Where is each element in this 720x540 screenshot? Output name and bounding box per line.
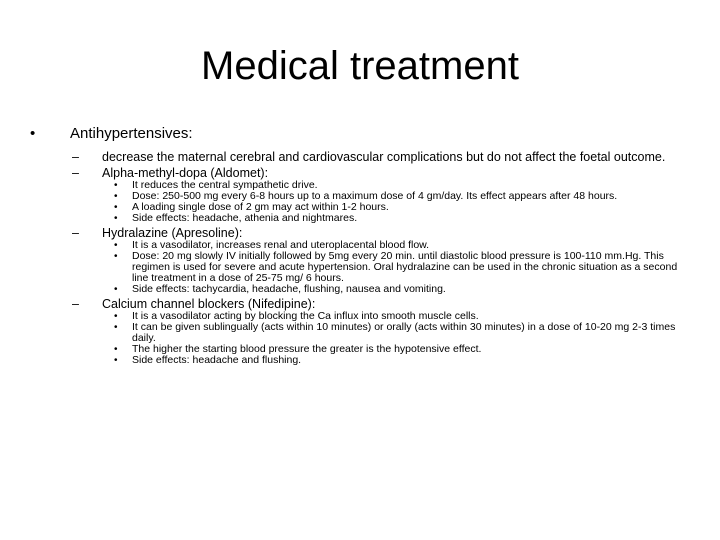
sub-section [30,227,690,295]
sub-list-item [30,202,690,213]
sub-list-item [30,251,690,284]
bullet-icon: • [114,284,118,295]
sub-section [30,298,690,366]
list-item-text: decrease the maternal cerebral and cardiovascular complications but do not affect the foetal outcome. [102,150,666,164]
sub-list-item-text: Side effects: headache and flushing. [132,354,302,366]
sub-list-item [30,322,690,344]
sub-list-item-text: Dose: 250-500 mg every 6-8 hours up to a maximum dose of 4 gm/day. Its effect appears after 48 hours. [132,190,618,202]
bullet-antihypertensives [30,124,690,143]
sub-list-item [30,344,690,355]
list-item [30,167,690,180]
sub-list-item-text: Dose: 20 mg slowly IV initially followed by 5mg every 20 min. until diastolic blood pressure is 100-110 mm.Hg. This regimen is used for severe and acute hypertension. Oral hydralazine can be used in the chronic situation as a second line treatment in a dose of 25-75 mg/ 6 hours. [132,250,678,284]
sub-list-item-text: Side effects: headache, athenia and nightmares. [132,212,358,224]
bullet-icon: • [114,240,118,251]
sub-list-item-text: Side effects: tachycardia, headache, flushing, nausea and vomiting. [132,283,446,295]
sub-list-item-text: It is a vasodilator acting by blocking the Ca influx into smooth muscle cells. [132,310,479,322]
sub-list-item-text: The higher the starting blood pressure the greater is the hypotensive effect. [132,343,482,355]
sub-list-item-text: A loading single dose of 2 gm may act within 1-2 hours. [132,201,389,213]
bullet-icon: • [114,344,118,355]
sub-list-item [30,355,690,366]
sub-list-item-text: It is a vasodilator, increases renal and uteroplacental blood flow. [132,239,430,251]
dash-bullet-icon: – [72,150,79,164]
list-item-text: Hydralazine (Apresoline): [102,226,243,240]
slide-title: Medical treatment [201,44,519,88]
sub-list-item-text: It reduces the central sympathetic drive. [132,179,318,191]
sub-section [30,151,690,164]
bullet-icon: • [114,180,118,191]
sub-list-item-text: It can be given sublingually (acts within 10 minutes) or orally (acts within 30 minutes) in a dose of 10-20 mg 2-3 times daily. [132,321,676,344]
bullet-icon: • [114,355,118,366]
bullet-icon: • [114,322,118,333]
bullet-icon: • [114,191,118,202]
list-item [30,151,690,164]
dash-bullet-icon: – [72,226,79,240]
bullet-icon: • [114,311,118,322]
section-heading: Antihypertensives: [70,125,193,142]
bullet-icon: • [114,213,118,224]
slide-content [30,124,690,368]
bullet-icon: • [114,202,118,213]
list-item-text: Calcium channel blockers (Nifedipine): [102,297,316,311]
dash-bullet-icon: – [72,297,79,311]
sub-section [30,167,690,224]
list-item-text: Alpha-methyl-dopa (Aldomet): [102,166,269,180]
dash-bullet-icon: – [72,166,79,180]
sub-list-item [30,213,690,224]
sub-list-item [30,284,690,295]
bullet-icon: • [30,125,36,142]
bullet-icon: • [114,251,118,262]
